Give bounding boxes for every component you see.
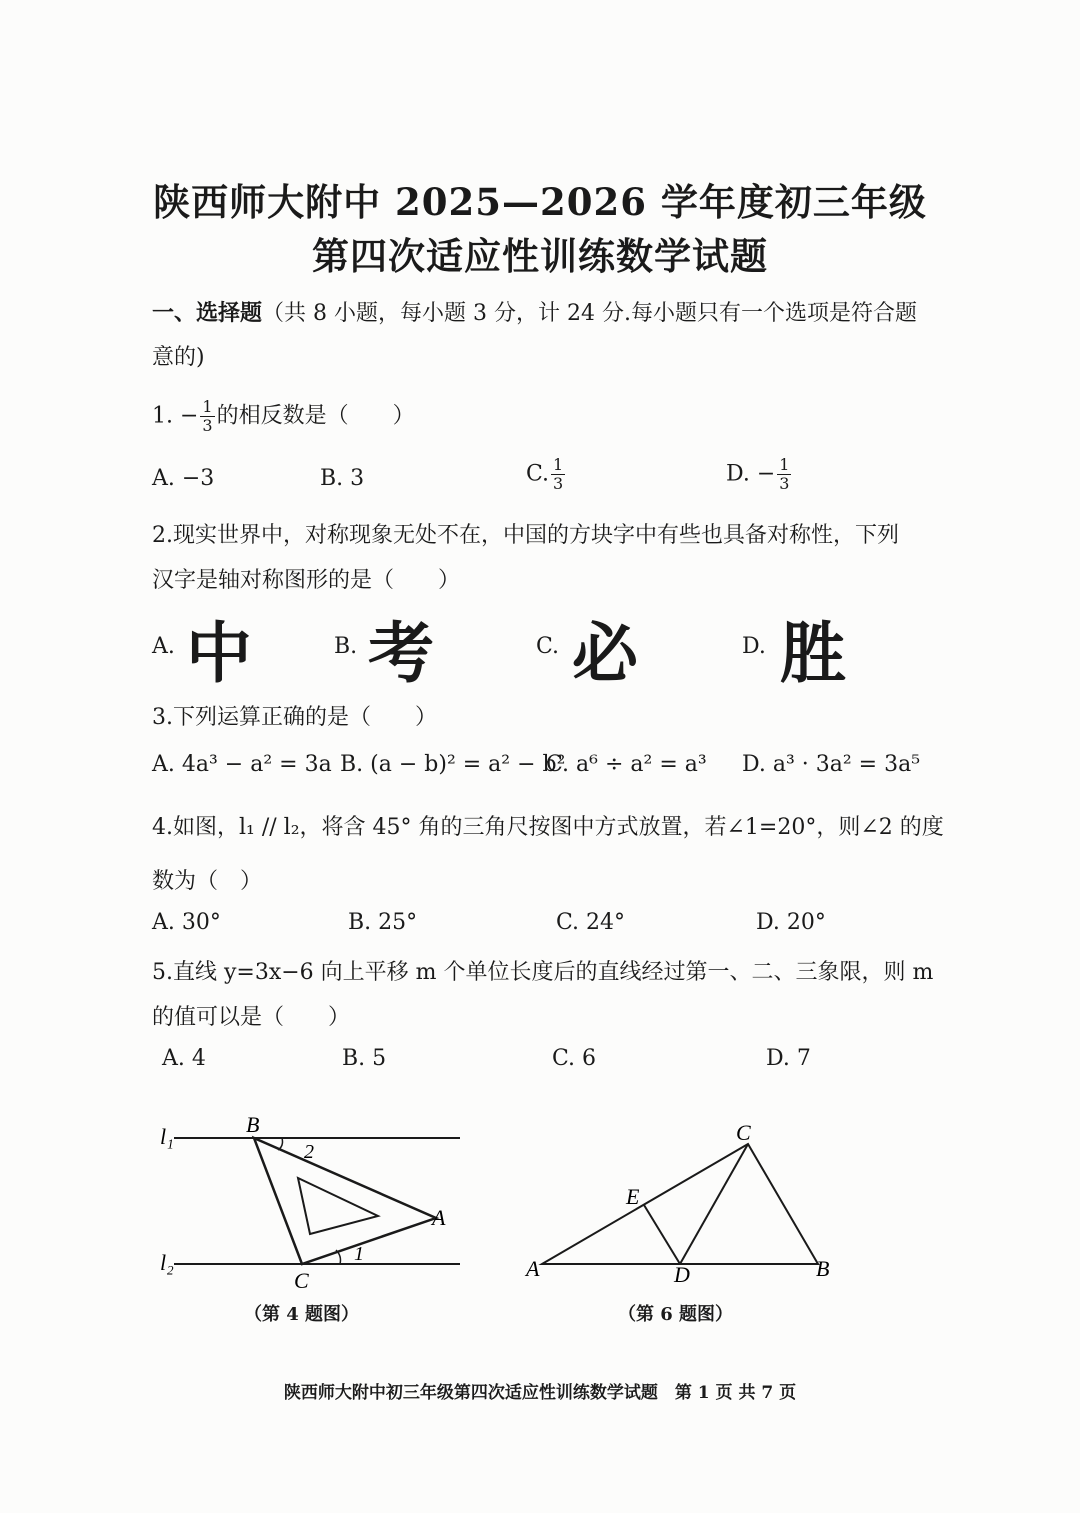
question-5-line-2: 的值可以是（ ） (152, 1005, 351, 1030)
q1-text: 的相反数是（ ） (216, 403, 415, 429)
q2-option-d-label: D. (742, 634, 766, 659)
q1-c-num: 1 (553, 455, 564, 474)
question-1 (152, 398, 415, 435)
label-a: A (432, 1205, 446, 1230)
figure-q6-caption: （第 6 题图） (618, 1304, 734, 1325)
q4-option-d: D. 20° (756, 910, 826, 935)
q4-option-b: B. 25° (348, 910, 418, 935)
label-l1: l₁ (160, 1124, 174, 1149)
q1-option-b: B. 3 (320, 466, 365, 491)
q1-option-c-label: C. (526, 461, 550, 487)
q1-fraction (200, 398, 214, 435)
section-heading (152, 296, 917, 327)
label-b: B (246, 1112, 260, 1137)
question-4-line-2: 数为（ ） (152, 869, 263, 894)
segment-dc (680, 1144, 748, 1264)
label-c: C (294, 1268, 309, 1293)
q5-option-c: C. 6 (552, 1046, 597, 1071)
q2-option-a-char: 中 (186, 615, 252, 692)
question-2-line-2: 汉字是轴对称图形的是（ ） (152, 568, 461, 593)
q1-d-num: 1 (779, 455, 790, 474)
q2-option-b-label: B. (334, 634, 358, 659)
question-5-line-1: 5.直线 y=3x−6 向上平移 m 个单位长度后的直线经过第一、二、三象限，则 m (152, 960, 934, 985)
figure-q4-caption: （第 4 题图） (244, 1304, 360, 1325)
page-footer: 陕西师大附中初三年级第四次适应性训练数学试题 第 1 页 共 7 页 (283, 1383, 797, 1403)
q1-option-d-frac (777, 456, 791, 493)
question-3: 3.下列运算正确的是（ ） (152, 705, 437, 730)
question-2-line-1: 2.现实世界中，对称现象无处不在，中国的方块字中有些也具备对称性，下列 (152, 523, 899, 548)
label-d: D (674, 1262, 690, 1287)
q1-prefix: 1. − (152, 403, 199, 429)
label-c: C (736, 1120, 751, 1145)
q1-option-d (726, 456, 793, 493)
figure-q4 (150, 1110, 480, 1300)
section-heading-label: 一、选择题 (152, 300, 263, 326)
q1-frac-den: 3 (202, 416, 213, 435)
q4-option-a: A. 30° (152, 910, 221, 935)
q3-option-d: D. a³ · 3a² = 3a⁵ (742, 752, 921, 777)
q1-option-c-frac (551, 456, 565, 493)
title-line-2: 第四次适应性训练数学试题 (312, 234, 768, 278)
q1-option-d-label: D. − (726, 461, 776, 487)
title-line-1: 陕西师大附中 2025—2026 学年度初三年级 (153, 180, 927, 224)
q1-option-c (526, 456, 567, 493)
question-4-line-1: 4.如图，l₁ // l₂，将含 45° 角的三角尺按图中方式放置，若∠1=20°，则∠2 的度 (152, 815, 944, 840)
label-a: A (526, 1256, 540, 1281)
q1-c-den: 3 (553, 474, 564, 493)
q5-option-a: A. 4 (162, 1046, 206, 1071)
label-l2: l₂ (160, 1250, 174, 1275)
label-e: E (626, 1184, 640, 1209)
q4-option-c: C. 24° (556, 910, 626, 935)
label-angle-1: 1 (354, 1243, 364, 1265)
triangle-abc (542, 1144, 818, 1264)
q2-option-c-label: C. (536, 634, 560, 659)
q2-option-c-char: 必 (572, 615, 638, 692)
q3-option-b: B. (a − b)² = a² − b² (340, 752, 566, 777)
segment-ed (644, 1205, 680, 1264)
figure-q6 (520, 1120, 840, 1290)
label-b: B (816, 1256, 830, 1281)
q2-option-a-label: A. (152, 634, 175, 659)
q3-option-c: C. a⁶ ÷ a² = a³ (546, 752, 707, 777)
q1-option-a: A. −3 (152, 466, 215, 491)
q2-option-d-char: 胜 (780, 615, 846, 692)
section-heading-desc: （共 8 小题，每小题 3 分，计 24 分.每小题只有一个选项是符合题 (262, 301, 917, 326)
q2-option-b-char: 考 (368, 615, 434, 692)
q5-option-b: B. 5 (342, 1046, 387, 1071)
label-angle-2: 2 (304, 1141, 314, 1163)
q5-option-d: D. 7 (766, 1046, 811, 1071)
section-heading-desc-2: 意的) (152, 345, 205, 370)
q1-frac-num: 1 (202, 397, 213, 416)
q3-option-a: A. 4a³ − a² = 3a (152, 752, 332, 777)
q1-d-den: 3 (779, 474, 790, 493)
